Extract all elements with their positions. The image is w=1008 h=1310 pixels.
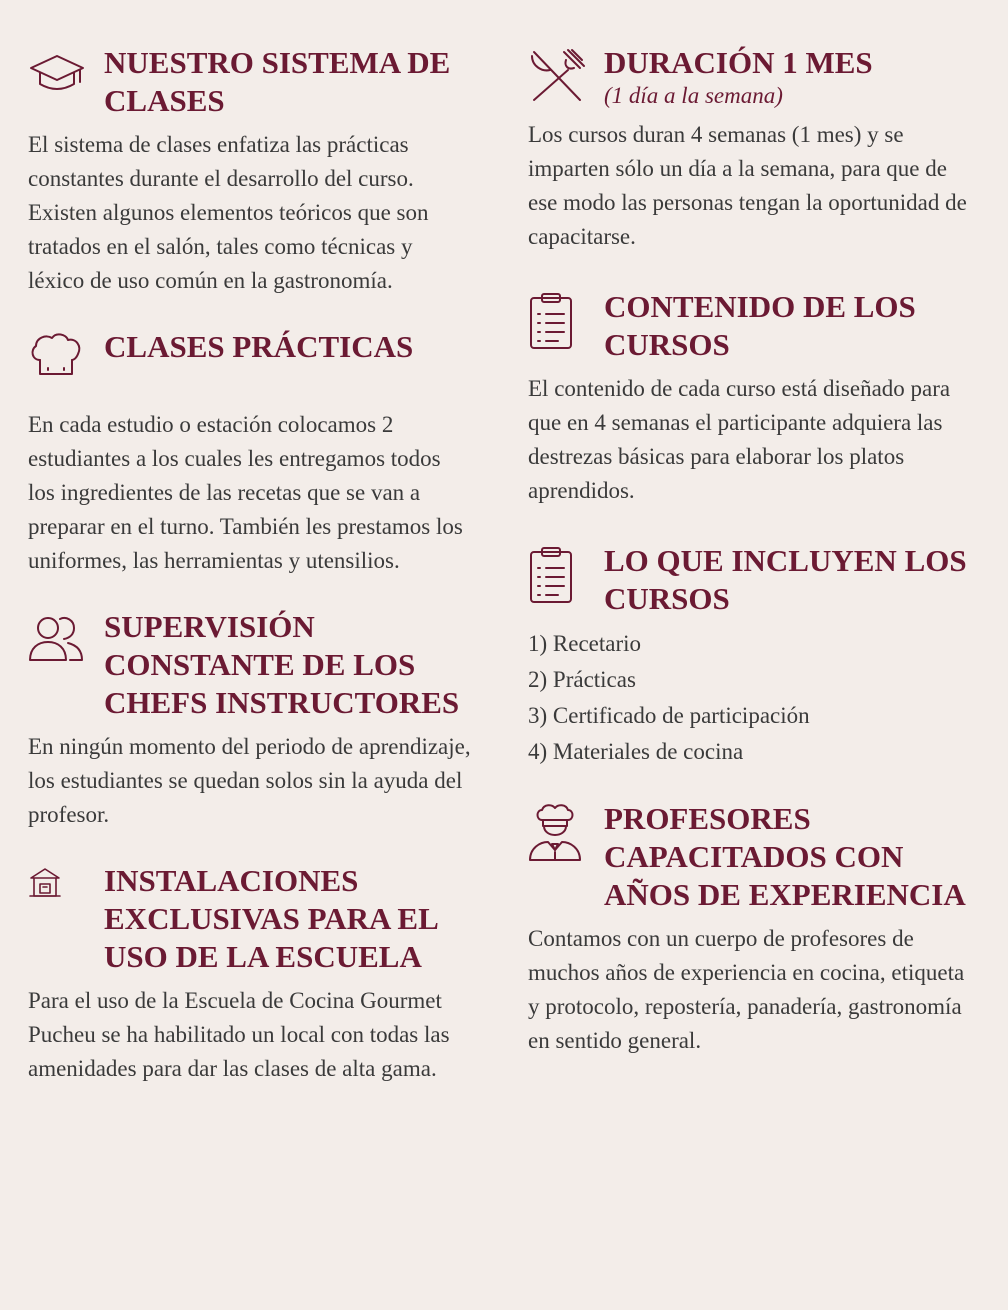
section-body: El contenido de cada curso está diseñado para que en 4 semanas el participante adquiera las destrezas básicas para elaborar los platos aprendidos. — [528, 376, 951, 503]
section-practicas — [28, 328, 473, 578]
left-column — [28, 44, 473, 1086]
section-instalaciones — [28, 862, 473, 1086]
chef-person-icon — [528, 800, 604, 862]
section-title: INSTALACIONES EXCLUSIVAS PARA EL USO DE LA ESCUELA — [104, 863, 438, 974]
fork-knife-icon — [528, 44, 604, 104]
section-title: CONTENIDO DE LOS CURSOS — [604, 289, 916, 362]
section-body: En ningún momento del periodo de aprendizaje, los estudiantes se quedan solos sin la ayuda del profesor. — [28, 734, 471, 827]
section-duracion — [528, 44, 973, 254]
chef-hat-icon — [28, 328, 104, 380]
section-contenido — [528, 288, 973, 508]
section-body: En cada estudio o estación colocamos 2 estudiantes a los cuales les entregamos todos los ingredientes de las recetas que se van a preparar en el turno. También les prestamos los uniformes, las herramientas y utensilios. — [28, 412, 463, 573]
clipboard-list-icon — [528, 542, 604, 604]
list-item: 3) Certificado de participación — [528, 703, 810, 728]
section-title: PROFESORES CAPACITADOS CON AÑOS DE EXPERIENCIA — [604, 801, 966, 912]
users-icon — [28, 608, 104, 664]
list-item: 2) Prácticas — [528, 667, 636, 692]
section-incluyen — [528, 542, 973, 770]
section-title: CLASES PRÁCTICAS — [104, 329, 414, 364]
clipboard-list-icon — [528, 288, 604, 350]
graduation-cap-icon — [28, 44, 104, 98]
section-subtitle: (1 día a la semana) — [604, 83, 783, 108]
section-sistema — [28, 44, 473, 298]
section-body: Para el uso de la Escuela de Cocina Gourmet Pucheu se ha habilitado un local con todas las amenidades para dar las clases de alta gama. — [28, 988, 450, 1081]
list-item: 4) Materiales de cocina — [528, 739, 744, 764]
section-title: LO QUE INCLUYEN LOS CURSOS — [604, 543, 967, 616]
includes-list — [528, 626, 973, 770]
section-body: Los cursos duran 4 semanas (1 mes) y se imparten sólo un día a la semana, para que de ese modo las personas tengan la oportunidad de capacitarse. — [528, 122, 967, 249]
section-title: DURACIÓN 1 MES — [604, 45, 873, 80]
section-body: El sistema de clases enfatiza las prácticas constantes durante el desarrollo del curso. Existen algunos elementos teóricos que son tratados en el salón, tales como técnicas y léxico de uso común en la gastronomía. — [28, 132, 429, 293]
section-profesores — [528, 800, 973, 1058]
section-body: Contamos con un cuerpo de profesores de muchos años de experiencia en cocina, etiqueta y protocolo, repostería, panadería, gastronomía en sentido general. — [528, 926, 965, 1053]
section-supervision — [28, 608, 473, 832]
right-column — [528, 44, 973, 1058]
section-title: SUPERVISIÓN CONSTANTE DE LOS CHEFS INSTRUCTORES — [104, 609, 460, 720]
building-icon — [28, 862, 104, 900]
list-item: 1) Recetario — [528, 631, 642, 656]
section-title: NUESTRO SISTEMA DE CLASES — [104, 45, 451, 118]
